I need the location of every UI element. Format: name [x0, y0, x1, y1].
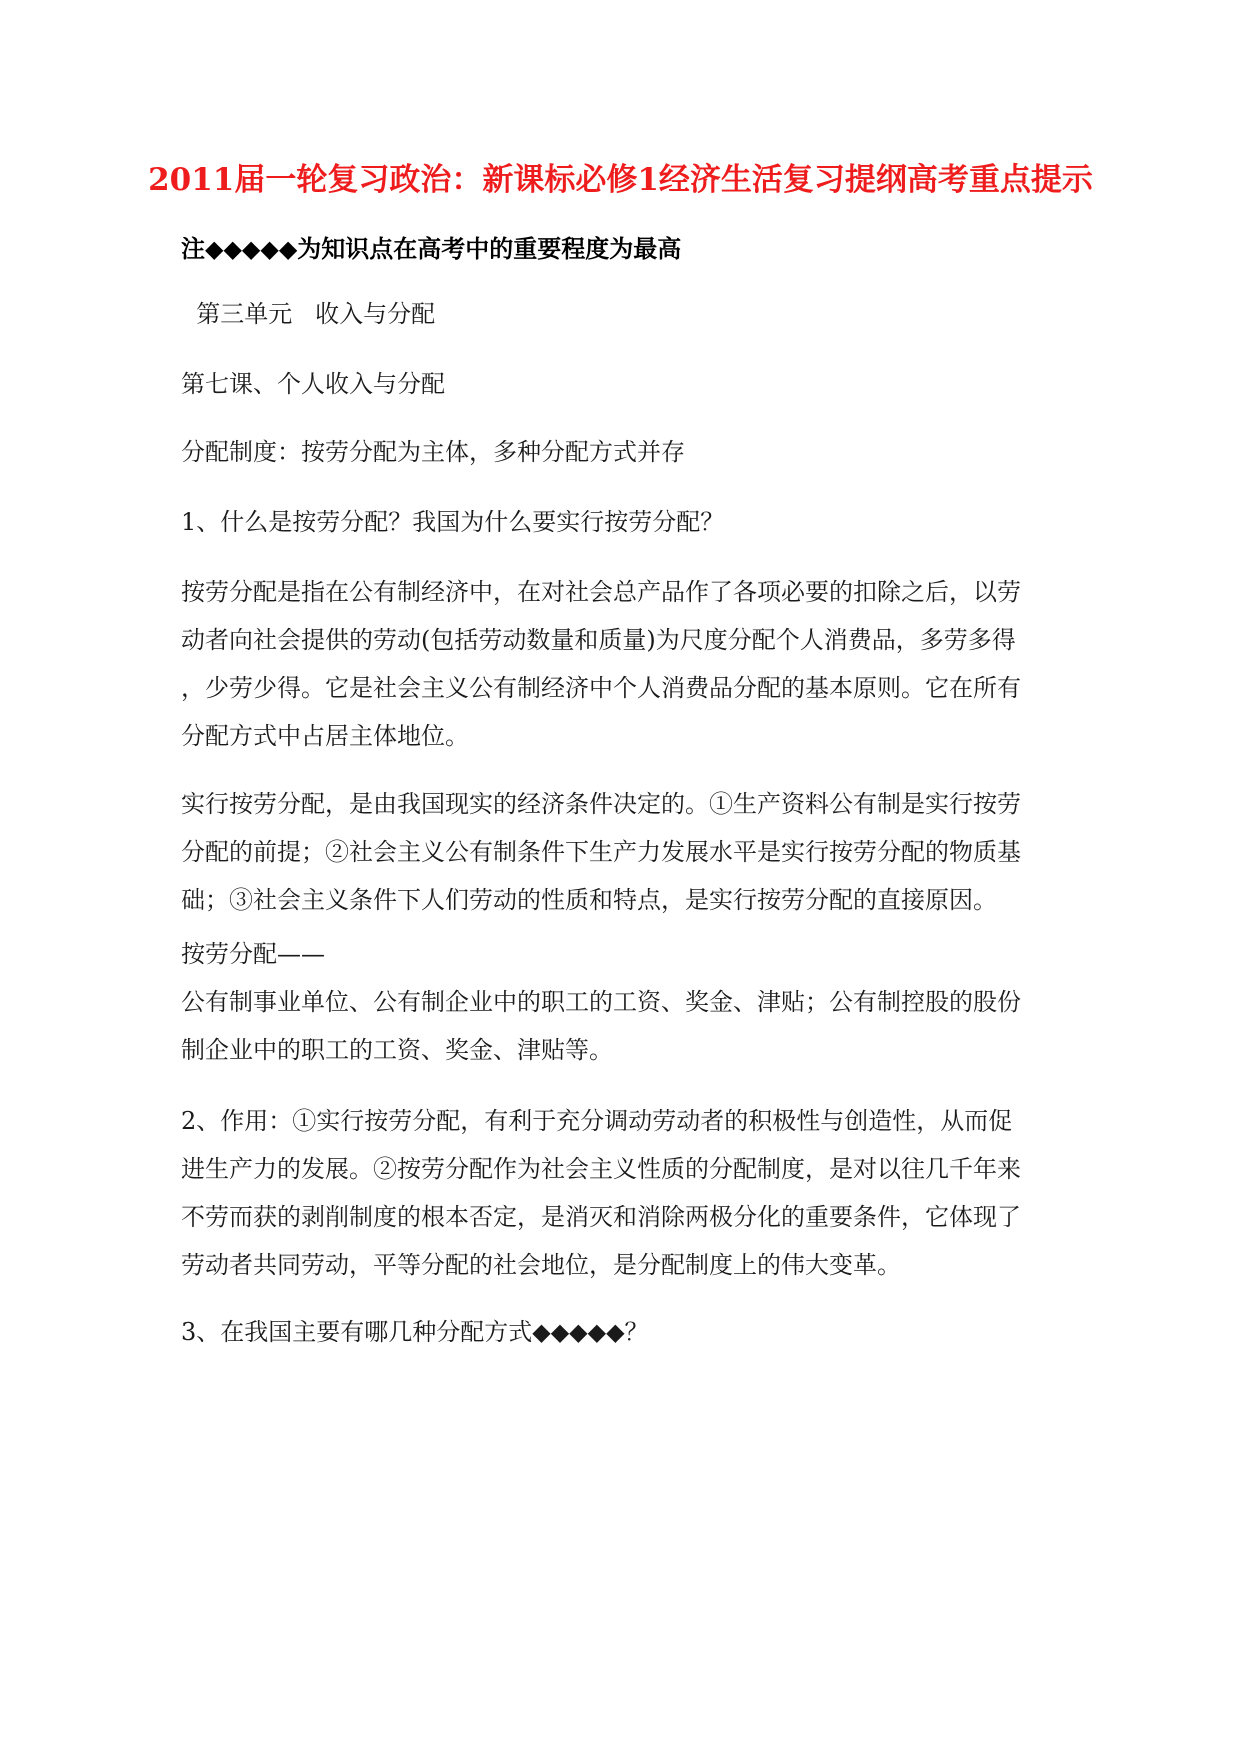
- paragraph-line: 分配的前提；②社会主义公有制条件下生产力发展水平是实行按劳分配的物质基: [181, 838, 1021, 866]
- lesson-heading: 第七课、个人收入与分配: [181, 370, 445, 398]
- paragraph-line: 2、作用：①实行按劳分配，有利于充分调动劳动者的积极性与创造性，从而促: [181, 1107, 1013, 1135]
- paragraph-line: 公有制事业单位、公有制企业中的职工的工资、奖金、津贴；公有制控股的股份: [181, 988, 1021, 1016]
- paragraph-line: 进生产力的发展。②按劳分配作为社会主义性质的分配制度，是对以往几千年来: [181, 1155, 1021, 1183]
- paragraph-reasons: [181, 780, 1061, 924]
- question-1: 1、什么是按劳分配？我国为什么要实行按劳分配？: [181, 508, 725, 536]
- unit-heading: 第三单元 收入与分配: [181, 300, 436, 328]
- paragraph-examples: [181, 930, 1061, 1074]
- paragraph-definition: [181, 568, 1061, 760]
- paragraph-line: 分配方式中占居主体地位。: [181, 722, 469, 750]
- paragraph-line: ，少劳少得。它是社会主义公有制经济中个人消费品分配的基本原则。它在所有: [181, 674, 1021, 702]
- paragraph-role: [181, 1097, 1061, 1289]
- importance-note: 注◆◆◆◆◆为知识点在高考中的重要程度为最高: [181, 234, 682, 263]
- paragraph-line: 动者向社会提供的劳动(包括劳动数量和质量)为尺度分配个人消费品，多劳多得: [181, 626, 1016, 654]
- paragraph-line: 按劳分配——: [181, 940, 325, 968]
- paragraph-line: 按劳分配是指在公有制经济中，在对社会总产品作了各项必要的扣除之后，以劳: [181, 578, 1021, 606]
- paragraph-line: 制企业中的职工的工资、奖金、津贴等。: [181, 1036, 613, 1064]
- paragraph-line: 劳动者共同劳动，平等分配的社会地位，是分配制度上的伟大变革。: [181, 1251, 901, 1279]
- document-title: 2011届一轮复习政治：新课标必修1经济生活复习提纲高考重点提示: [148, 162, 1093, 198]
- paragraph-line: 不劳而获的剥削制度的根本否定，是消灭和消除两极分化的重要条件，它体现了: [181, 1203, 1021, 1231]
- distribution-system-line: 分配制度：按劳分配为主体，多种分配方式并存: [181, 438, 685, 466]
- paragraph-line: 实行按劳分配，是由我国现实的经济条件决定的。①生产资料公有制是实行按劳: [181, 790, 1021, 818]
- question-3: 3、在我国主要有哪几种分配方式◆◆◆◆◆？: [181, 1318, 649, 1346]
- paragraph-line: 础；③社会主义条件下人们劳动的性质和特点，是实行按劳分配的直接原因。: [181, 886, 997, 914]
